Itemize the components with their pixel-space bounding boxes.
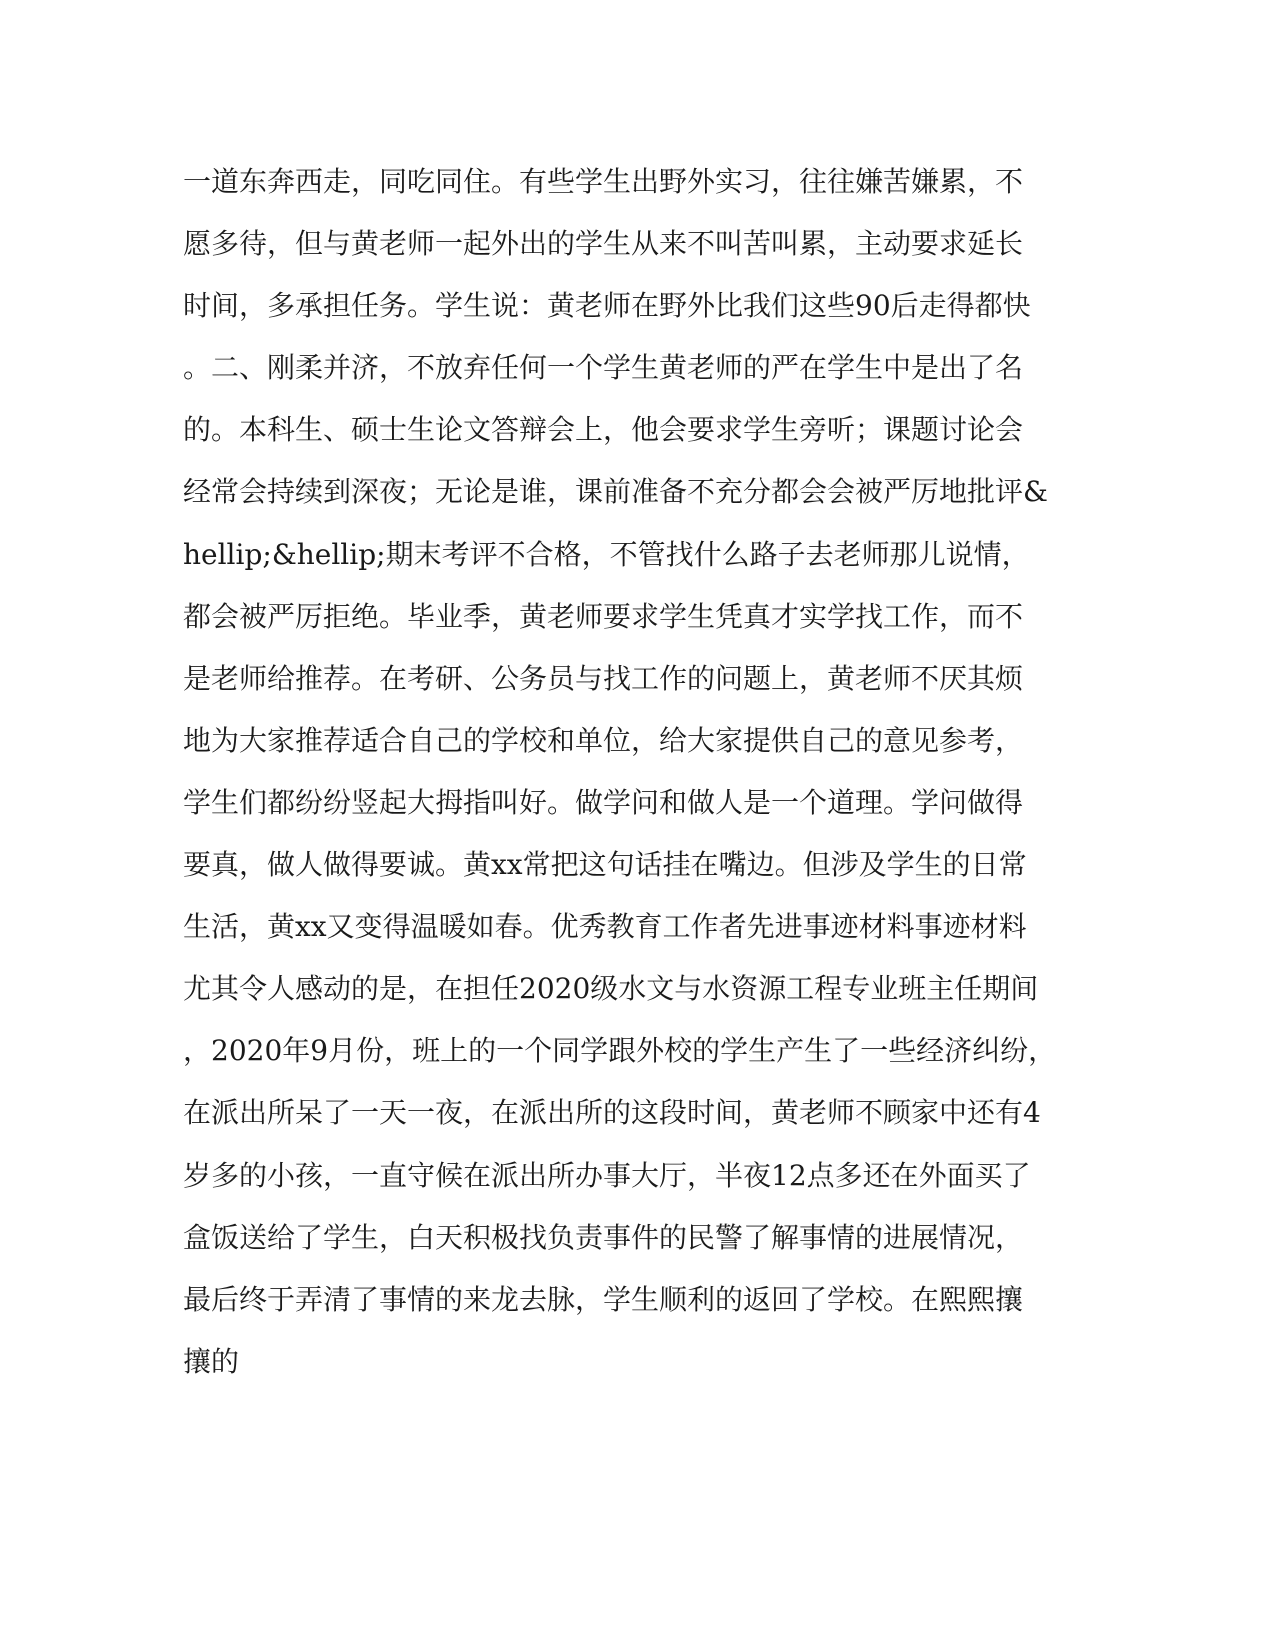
text-line: 最后终于弄清了事情的来龙去脉，学生顺利的返回了学校。在熙熙攘 [183, 1282, 1024, 1316]
text-line: 是老师给推荐。在考研、公务员与找工作的问题上，黄老师不厌其烦 [183, 661, 1024, 695]
text-line: 盒饭送给了学生，白天积极找负责事件的民警了解事情的进展情况， [183, 1220, 1024, 1254]
text-line: 都会被严厉拒绝。毕业季，黄老师要求学生凭真才实学找工作，而不 [183, 599, 1024, 633]
text-line: 的。本科生、硕士生论文答辩会上，他会要求学生旁听；课题讨论会 [183, 413, 1024, 447]
text-line: 一道东奔西走，同吃同住。有些学生出野外实习，往往嫌苦嫌累，不 [183, 165, 1024, 198]
text-line: 生活，黄xx又变得温暖如春。优秀教育工作者先进事迹材料事迹材料 [183, 910, 1027, 944]
text-line: 学生们都纷纷竖起大拇指叫好。做学问和做人是一个道理。学问做得 [183, 785, 1024, 819]
text-line: ，2020年9月份，班上的一个同学跟外校的学生产生了一些经济纠纷， [183, 1034, 1057, 1068]
text-line: 在派出所呆了一天一夜，在派出所的这段时间，黄老师不顾家中还有4 [183, 1096, 1041, 1130]
text-line: 时间，多承担任务。学生说：黄老师在野外比我们这些90后走得都快 [183, 289, 1031, 323]
text-line: hellip;&hellip;期末考评不合格，不管找什么路子去老师那儿说情， [183, 537, 1030, 571]
body-text [183, 160, 1063, 1402]
text-line: 。二、刚柔并济，不放弃任何一个学生黄老师的严在学生中是出了名 [183, 351, 1024, 385]
text-line: 尤其令人感动的是，在担任2020级水文与水资源工程专业班主任期间 [183, 972, 1039, 1006]
text-line: 经常会持续到深夜；无论是谁，课前准备不充分都会会被严厉地批评& [183, 475, 1048, 509]
text-line: 愿多待，但与黄老师一起外出的学生从来不叫苦叫累，主动要求延长 [183, 227, 1024, 261]
text-line: 地为大家推荐适合自己的学校和单位，给大家提供自己的意见参考， [183, 723, 1024, 757]
text-line: 岁多的小孩，一直守候在派出所办事大厅，半夜12点多还在外面买了 [183, 1158, 1031, 1192]
text-line: 要真，做人做得要诚。黄xx常把这句话挂在嘴边。但涉及学生的日常 [183, 848, 1027, 882]
text-line: 攘的 [183, 1344, 240, 1378]
